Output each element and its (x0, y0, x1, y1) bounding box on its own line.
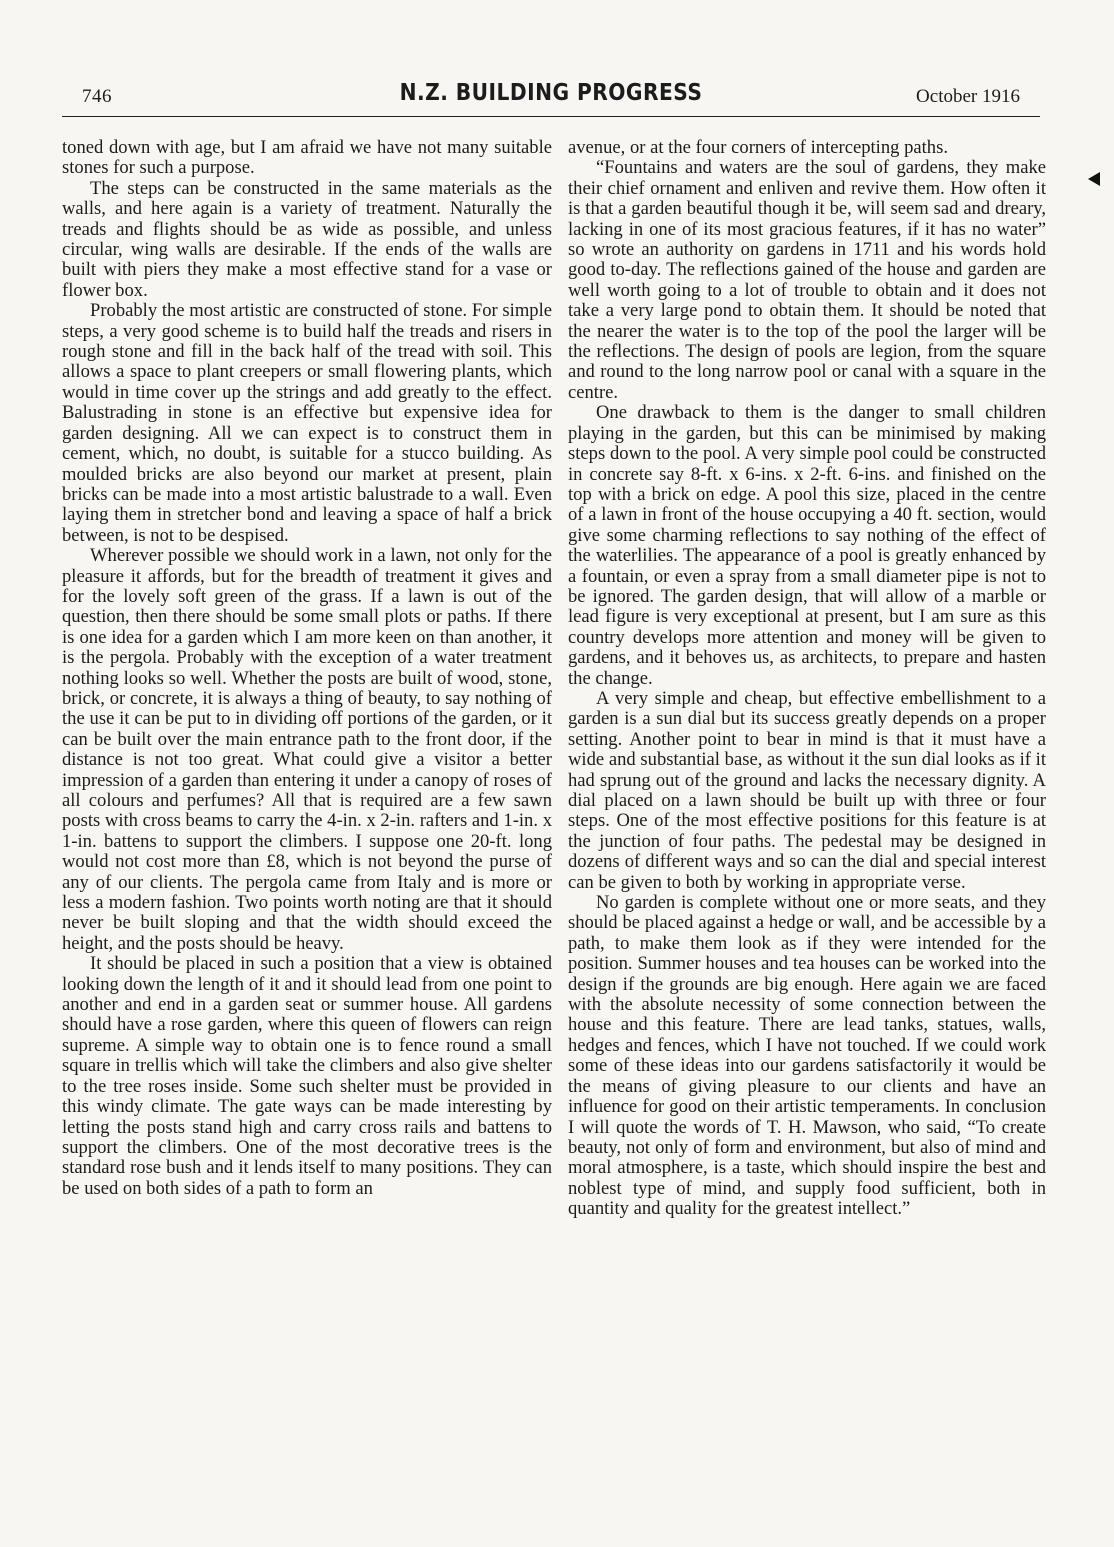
paragraph: One drawback to them is the danger to small children playing in the garden, but this can be minimised by making steps down to the pool. A very simple pool could be constructed in concrete say 8-ft. x 6-ins. x 2-ft. 6-ins. and finished on the top with a brick on edge. A pool this size, placed in the centre of a lawn in front of the house occupying a 40 ft. section, would give some charming reflections to say nothing of the effect of the waterlilies. The appearance of a pool is greatly enhanced by a fountain, or even a spray from a small diameter pipe is not to be ignored. The garden design, that will allow of a marble or lead figure is very exceptional at present, but I am sure as this country develops more attention and money will be given to gardens, and it behoves us, as architects, to prepare and hasten the change. (568, 402, 1046, 689)
paragraph: Probably the most artistic are constructed of stone. For simple steps, a very good scheme is to build half the treads and risers in rough stone and fill in the back half of the tread with soil. This allows a space to plant creepers or small flowering plants, which would in time cover up the strings and add greatly to the effect. Balustrading in stone is an effective but expensive idea for garden designing. All we can expect is to construct them in cement, which, no doubt, is suitable for a stucco building. As moulded bricks are also beyond our market at present, plain bricks can be made into a most artistic balustrade to a wall. Even laying them in stretcher bond and leaving a space of half a brick between, is not to be despised. (62, 300, 552, 546)
paragraph: toned down with age, but I am afraid we have not many suitable stones for such a purpose. (62, 137, 552, 179)
margin-arrow-icon (1088, 172, 1100, 186)
paragraph: No garden is complete without one or more seats, and they should be placed against a hedge or wall, and be accessible by a path, to make them look as if they were intended for the position. Summer houses and tea houses can be worked into the design if the grounds are big enough. Here again we are faced with the absolute necessity of some connection between the house and this feature. There are lead tanks, statues, walls, hedges and fences, which I have not touched. If we could work some of these ideas into our gardens satisfactorily it would be the means of giving pleasure to our clients and have an influence for good on their artistic temperaments. In conclusion I will quote the words of T. H. Mawson, who said, “To create beauty, not only of form and environment, but also of mind and moral atmosphere, is a taste, which should inspire the best and noblest type of mind, and supply food sufficient, both in quantity and quality for the greatest intellect.” (568, 892, 1046, 1220)
issue-date: October 1916 (916, 86, 1020, 107)
left-column (62, 138, 552, 1199)
paragraph: It should be placed in such a position that a view is obtained looking down the length of it and it should lead from one point to another and end in a garden seat or summer house. All gardens should have a rose garden, where this queen of flowers can reign supreme. A simple way to obtain one is to fence round a small square in trellis which will take the climbers and also give shelter to the tree roses inside. Some such shelter must be provided in this windy climate. The gate ways can be made interesting by letting the posts stand high and carry cross rails and battens to support the climbers. One of the most decorative trees is the standard rose bush and it lends itself to many positions. They can be used on both sides of a path to form an (62, 953, 552, 1199)
paragraph: A very simple and cheap, but effective embellishment to a garden is a sun dial but its success greatly depends on a proper setting. Another point to bear in mind is that it must have a wide and substantial base, as without it the sun dial looks as if it had sprung out of the ground and lacks the necessary dignity. A dial placed on a lawn should be built up with three or four steps. One of the most effective positions for this feature is at the junction of four paths. The pedestal may be designed in dozens of different ways and so can the dial and special interest can be given to both by working in appropriate verse. (568, 687, 1046, 893)
paragraph: Wherever possible we should work in a lawn, not only for the pleasure it affords, but for the breadth of treatment it gives and for the lovely soft green of the grass. If a lawn is out of the question, then there should be some small plots or paths. If there is one idea for a garden which I am more keen on than another, it is the pergola. Probably with the exception of a water treatment nothing looks so well. Whether the posts are built of wood, stone, brick, or concrete, it is always a thing of beauty, to say nothing of the use it can be put to in dividing off portions of the garden, or it can be built over the main entrance path to the front door, if the distance is not too great. What could give a visitor a better impression of a garden than entering it under a canopy of roses of all colours and perfumes? All that is required are a few sawn posts with cross beams to carry the 4-in. x 2-in. rafters and 1-in. x 1-in. battens to support the climbers. I suppose one 20-ft. long would not cost more than £8, which is not beyond the purse of any of our clients. The pergola came from Italy and is more or less a modern fashion. Two points worth noting are that it should never be built sloping and that the width should exceed the height, and the posts should be heavy. (62, 545, 552, 954)
paragraph: “Fountains and waters are the soul of gardens, they make their chief ornament and enliven and revive them. How often it is that a garden beautiful though it be, will seem sad and dreary, lacking in one of its most gracious features, if it has no water” so wrote an authority on gardens in 1711 and his words hold good to-day. The reflections gained of the house and garden are well worth going to a lot of trouble to obtain and it does not take a very large pond to obtain them. It should be noted that the nearer the water is to the top of the pool the larger will be the reflections. The design of pools are legion, from the square and round to the long narrow pool or canal with a square in the centre. (568, 157, 1046, 403)
journal-title: N.Z. BUILDING PROGRESS (399, 80, 703, 106)
right-column (568, 138, 1046, 1220)
paragraph: avenue, or at the four corners of intercepting paths. (568, 137, 948, 158)
paragraph: The steps can be constructed in the same materials as the walls, and here again is a variety of treatment. Naturally the treads and flights should be as wide as possible, and unless circular, wing walls are desirable. If the ends of the walls are built with piers they make a most effective stand for a vase or flower box. (62, 177, 552, 301)
page-number: 746 (82, 86, 112, 107)
page-header (62, 80, 1040, 117)
